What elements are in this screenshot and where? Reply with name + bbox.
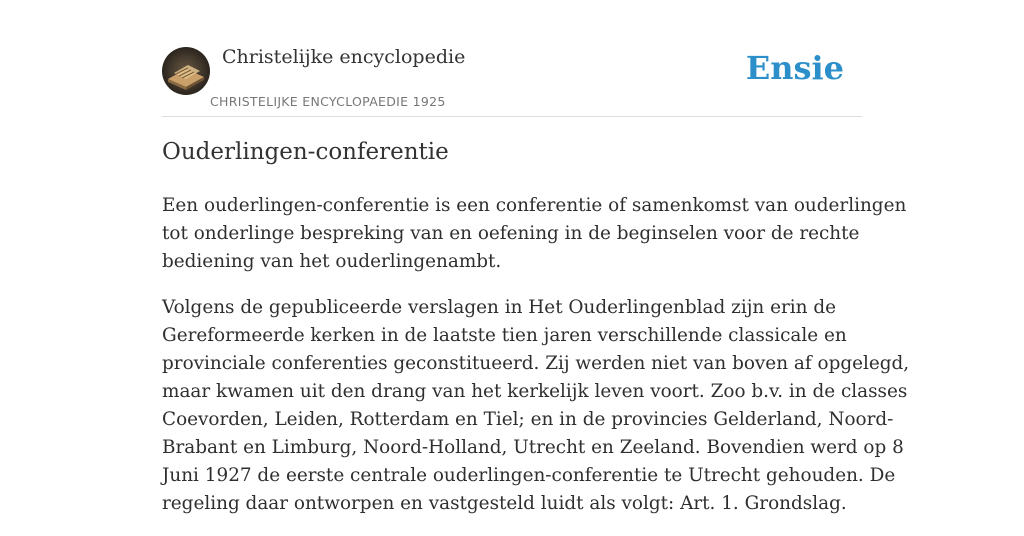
- text-line: Gereformeerde kerken in de laatste tien jaren verschillende classicale en: [162, 325, 847, 346]
- text-line: Brabant en Limburg, Noord-Holland, Utrecht en Zeeland. Bovendien werd op 8: [162, 437, 904, 458]
- article-body: [162, 192, 910, 536]
- text-line: Een ouderlingen-conferentie is een conferentie of samenkomst van ouderlingen: [162, 195, 907, 216]
- source-title[interactable]: Christelijke encyclopedie: [222, 46, 466, 68]
- article-paragraph-2: [162, 294, 910, 518]
- ensie-logo[interactable]: Ensie: [745, 49, 844, 87]
- text-line: tot onderlinge bespreking van en oefening in de beginselen voor de rechte: [162, 223, 860, 244]
- text-line: Juni 1927 de eerste centrale ouderlingen-conferentie te Utrecht gehouden. De: [162, 465, 896, 486]
- source-subtitle: CHRISTELIJKE ENCYCLOPAEDIE 1925: [210, 94, 446, 109]
- article-paragraph-1: [162, 192, 907, 276]
- text-line: Coevorden, Leiden, Rotterdam en Tiel; en in de provincies Gelderland, Noord-: [162, 409, 894, 430]
- book-image-icon: [162, 47, 210, 95]
- text-line: provinciale conferenties geconstitueerd. Zij werden niet van boven af opgelegd,: [162, 353, 910, 374]
- text-line: Volgens de gepubliceerde verslagen in Het Ouderlingenblad zijn erin de: [162, 297, 837, 318]
- text-line: bediening van het ouderlingenambt.: [162, 251, 502, 272]
- article-title: Ouderlingen-conferentie: [162, 139, 449, 165]
- source-header: [162, 44, 862, 117]
- source-avatar[interactable]: [162, 47, 210, 95]
- text-line: regeling daar ontworpen en vastgesteld luidt als volgt: Art. 1. Grondslag.: [162, 493, 847, 514]
- text-line: maar kwamen uit den drang van het kerkelijk leven voort. Zoo b.v. in de classes: [162, 381, 908, 402]
